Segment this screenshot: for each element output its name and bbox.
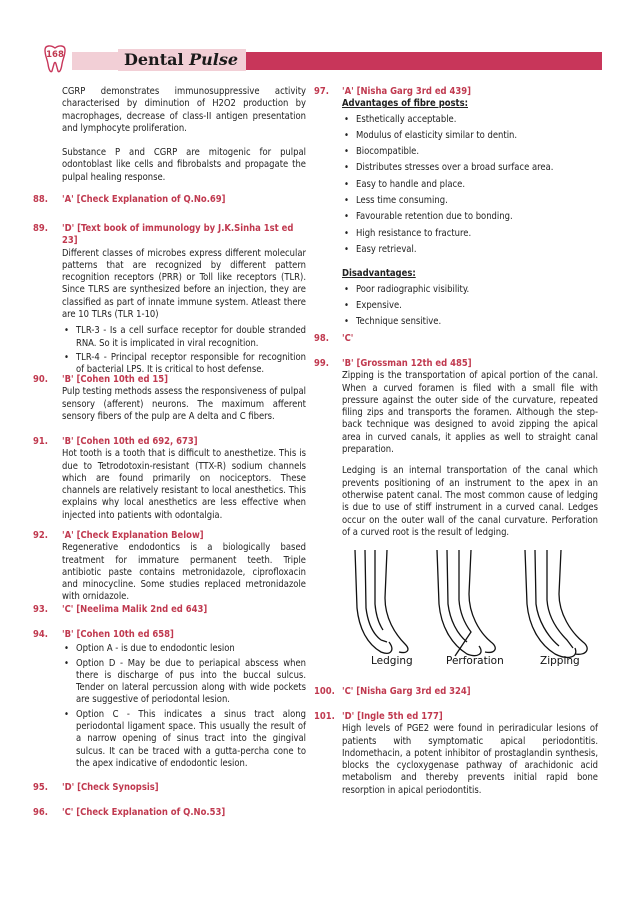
q92-number: 92.: [33, 530, 48, 541]
page-number: 168: [46, 50, 64, 60]
advantage-item: • Biocompatible.: [342, 144, 598, 160]
advantage-item: • High resistance to fracture.: [342, 226, 598, 242]
q90-text: Pulp testing methods assess the responsiveness of pulpal sensory (afferent) neurons. The maximum afferent sensory fibers of the pulp are A delta and C fibers.: [62, 386, 306, 422]
brand-script: Pulse: [189, 50, 239, 69]
q101-answer: 'D' [Ingle 5th ed 177]: [342, 711, 443, 722]
q95-number: 95.: [33, 782, 48, 793]
q101-text: High levels of PGE2 were found in periradicular lesions of patients with symptomatic apical periodontitis. Indomethacin, a potent inhibitor of prostaglandin synthesis, blocks the cycloxygenase pathway of arachidonic acid metabolism and thereby prevents initial rapid bone resorption in apical periodontitis.: [342, 723, 598, 796]
q94-block: [62, 629, 306, 770]
intro-paragraph-2: Substance P and CGRP are mitogenic for pulpal odontoblast like cells and fibrobalsts and propagate the pulpal healing response.: [62, 147, 306, 183]
q99-paragraph-1: Zipping is the transportation of apical portion of the canal. When a curved foramen is filed with a small file with pressure against the outer side of the curvature, repeated filing zips and transports the foramen. Although the step-back technique was designed to avoid zipping the apical area in curved canals, it applies as well to straight canal preparation.: [342, 370, 598, 456]
q99-block: [342, 358, 598, 539]
advantage-item: • Esthetically acceptable.: [342, 112, 598, 128]
brand-title: [118, 49, 246, 71]
q94-bullet-3: • Option C - This indicates a sinus tract along periodontal ligament space. This usually the result of a narrow opening of sinus tract into the gingival sulcus. It can be traced with a gutta-percha cone to the apex indicative of endodontic lesion.: [62, 709, 306, 770]
q96-answer: 'C' [Check Explanation of Q.No.53]: [62, 807, 226, 818]
q98-number: 98.: [314, 333, 329, 344]
q89-block: [62, 223, 306, 377]
disadvantages-heading: Disadvantages:: [342, 268, 416, 280]
disadvantages-list: [342, 282, 598, 331]
disadvantage-item: • Technique sensitive.: [342, 314, 598, 330]
advantage-item: • Less time consuming.: [342, 193, 598, 209]
q90-block: [62, 374, 306, 423]
advantage-item: • Easy to handle and place.: [342, 177, 598, 193]
q94-answer: 'B' [Cohen 10th ed 658]: [62, 629, 174, 640]
q89-text: Different classes of microbes express different molecular patterns that are recognized by different pattern recognition receptors (PRR) or Toll like receptors (TLR). Since TLRS are synthesized before an injection, they are classified as part of innate immune system. Atleast there are 10 TLRs (TLR 1-10): [62, 247, 306, 321]
q93-number: 93.: [33, 604, 48, 615]
q93-answer: 'C' [Neelima Malik 2nd ed 643]: [62, 604, 208, 615]
q89-bullet-1: • TLR-3 - Is a cell surface receptor for double stranded RNA. So it is implicated in viral recognition.: [62, 325, 306, 350]
q99-answer: 'B' [Grossman 12th ed 485]: [342, 358, 472, 369]
header-bar-light: [72, 52, 120, 70]
q92-answer: 'A' [Check Explanation Below]: [62, 530, 204, 541]
q90-number: 90.: [33, 374, 48, 385]
q99-paragraph-2: Ledging is an internal transportation of the canal which prevents positioning of an instrument to the apex in an otherwise patent canal. The most common cause of ledging is due to use of stiff instrument in a curved canal. Ledges occur on the outer wall of the canal curvature. Perforation of a curved root is the result of ledging.: [342, 465, 598, 538]
advantage-item: • Distributes stresses over a broad surface area.: [342, 160, 598, 176]
q99-number: 99.: [314, 358, 329, 369]
q89-answer: 'D' [Text book of immunology by J.K.Sinha 1st ed 23]: [62, 223, 294, 247]
figure-label-perforation: Perforation: [446, 655, 504, 667]
q89-number: 89.: [33, 223, 48, 234]
advantages-heading: Advantages of fibre posts:: [342, 98, 468, 110]
advantages-list: [342, 112, 598, 259]
advantage-item: • Modulus of elasticity similar to dentin.: [342, 128, 598, 144]
q101-number: 101.: [314, 711, 335, 722]
figure-label-zipping: Zipping: [540, 655, 580, 667]
intro-paragraph-1: CGRP demonstrates immunosuppressive activity characterised by diminution of H2O2 production by macrophages, decrease of class-II antigen presentation and lymphocyte proliferation.: [62, 86, 306, 134]
q94-number: 94.: [33, 629, 48, 640]
q88-number: 88.: [33, 194, 48, 205]
q88-answer: 'A' [Check Explanation of Q.No.69]: [62, 194, 226, 205]
q97-answer: 'A' [Nisha Garg 3rd ed 439]: [342, 86, 471, 97]
q91-text: Hot tooth is a tooth that is difficult to anesthetize. This is due to Tetrodotoxin-resistant (TTX-R) sodium channels which are found primarily on nociceptors. These channels are relatively resistant to local anesthetics. This explains why local anesthetics are less effective when injected into patients with odontalgia.: [62, 448, 306, 521]
q98-answer: 'C': [342, 333, 354, 344]
q92-text: Regenerative endodontics is a biologically based treatment for immature permanent teeth. Triple antibiotic paste contains metronidazole, ciprofloxacin and minocycline. Some studies replaced metronidazole with ornidazole.: [62, 542, 306, 603]
q97-number: 97.: [314, 86, 329, 97]
q94-bullet-2: • Option D - May be due to periapical abscess when there is discharge of pus into the buccal sulcus. Tender on lateral percussion along with wide pockets are suggestive of periodontal lesion.: [62, 658, 306, 707]
q89-bullet-2: • TLR-4 - Principal receptor responsible for recognition of bacterial LPS. It is critical to host defense.: [62, 352, 306, 377]
q91-answer: 'B' [Cohen 10th ed 692, 673]: [62, 436, 198, 447]
q95-answer: 'D' [Check Synopsis]: [62, 782, 159, 793]
q91-block: [62, 436, 306, 522]
advantage-item: • Favourable retention due to bonding.: [342, 209, 598, 225]
q97-block: [342, 86, 598, 330]
q101-block: [342, 711, 598, 797]
brand-bold: Dental: [124, 50, 184, 69]
q91-number: 91.: [33, 436, 48, 447]
root-canal-errors-figure: [335, 548, 597, 670]
q92-block: [62, 530, 306, 604]
q100-answer: 'C' [Nisha Garg 3rd ed 324]: [342, 686, 471, 697]
disadvantage-item: • Poor radiographic visibility.: [342, 282, 598, 298]
q96-number: 96.: [33, 807, 48, 818]
q100-number: 100.: [314, 686, 335, 697]
advantage-item: • Easy retrieval.: [342, 242, 598, 258]
q94-bullet-1: • Option A - is due to endodontic lesion: [62, 643, 306, 655]
q90-answer: 'B' [Cohen 10th ed 15]: [62, 374, 169, 385]
disadvantage-item: • Expensive.: [342, 298, 598, 314]
figure-label-ledging: Ledging: [371, 655, 413, 667]
